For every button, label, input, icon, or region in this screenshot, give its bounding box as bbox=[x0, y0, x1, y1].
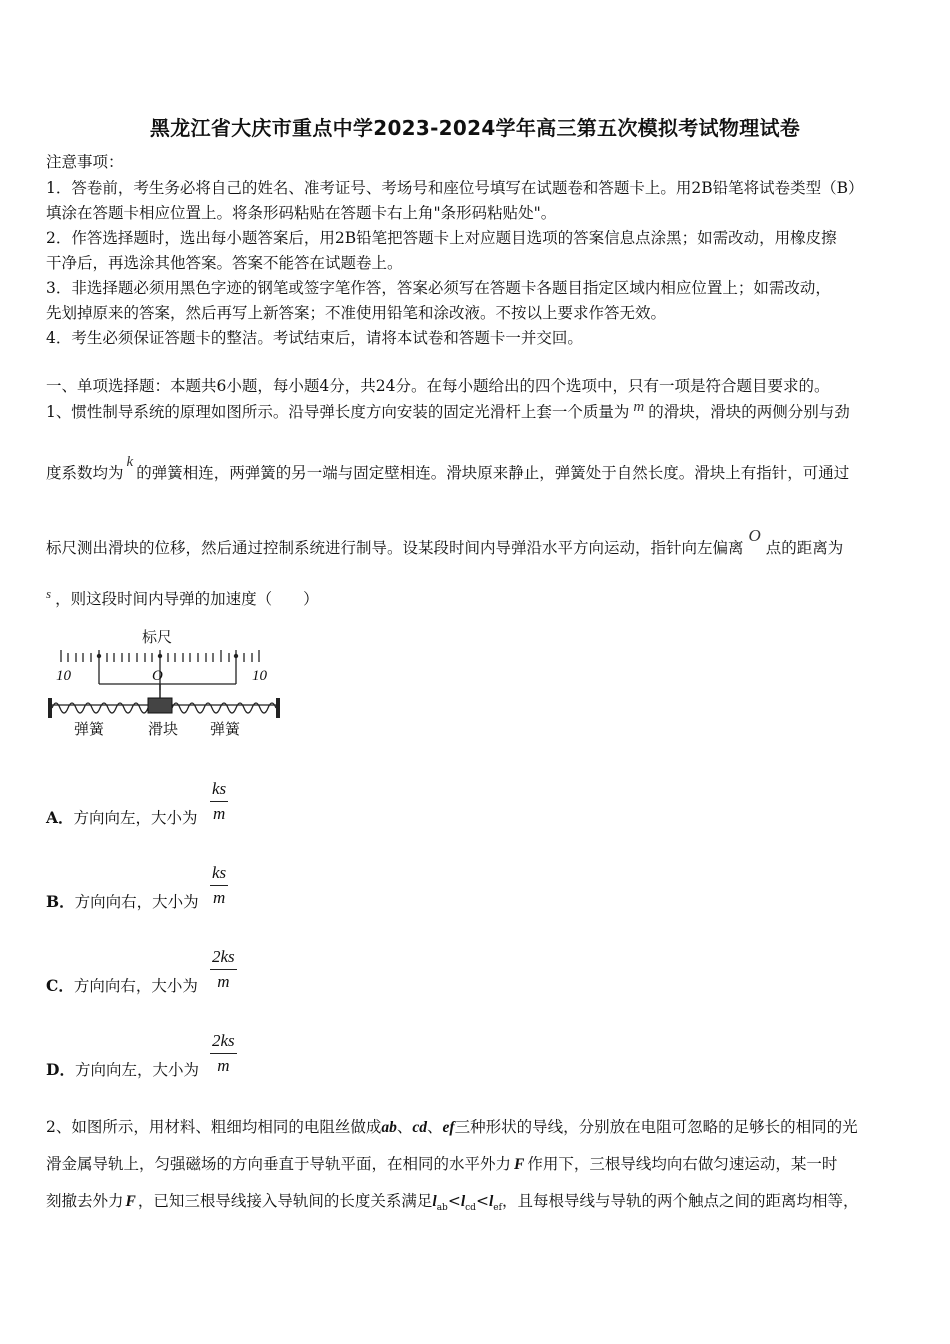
length-ef-subscript: ef bbox=[493, 1203, 502, 1214]
option-b-text: 方向向右，大小为 bbox=[74, 893, 199, 911]
left-spring-label: 弹簧 bbox=[74, 720, 105, 738]
ruler-right-number: 10 bbox=[252, 668, 267, 684]
option-b-denominator: m bbox=[212, 888, 226, 907]
option-c-letter: C． bbox=[46, 976, 74, 995]
notice-item-2b: 干净后，再选涂其他答案。答案不能答在试题卷上。 bbox=[46, 254, 403, 272]
question-2-line-2 bbox=[46, 1154, 837, 1175]
question-2-text-f: ，已知三根导线接入导轨间的长度关系满足 bbox=[137, 1192, 433, 1210]
question-1-text-g: ，则这段时间内导弹的加速度（ ） bbox=[55, 590, 319, 608]
spring-constant-symbol: k bbox=[126, 454, 134, 470]
option-d[interactable] bbox=[46, 1058, 199, 1080]
option-c-numerator: 2ks bbox=[210, 947, 237, 970]
notice-item-1b: 填涂在答题卡相应位置上。将条形码粘贴在答题卡右上角"条形码粘贴处"。 bbox=[46, 204, 557, 222]
slider-label: 滑块 bbox=[148, 720, 179, 738]
question-1-text-d: 的弹簧相连，两弹簧的另一端与固定壁相连。滑块原来静止，弹簧处于自然长度。滑块上有指针，可通过 bbox=[136, 464, 850, 482]
option-a-numerator: ks bbox=[210, 779, 228, 802]
option-c-denominator: m bbox=[217, 972, 230, 991]
question-1-text-a: 1、惯性制导系统的原理如图所示。沿导弹长度方向安装的固定光滑杆上套一个质量为 bbox=[46, 403, 630, 421]
option-c-fraction bbox=[210, 947, 237, 992]
notice-item-2a: 2．作答选择题时，选出每小题答案后，用2B铅笔把答题卡上对应题目选项的答案信息点涂黑；如需改动，用橡皮擦 bbox=[46, 229, 837, 247]
length-ab-subscript: ab bbox=[436, 1203, 448, 1214]
option-d-denominator: m bbox=[217, 1056, 230, 1075]
question-2-line-1 bbox=[46, 1117, 858, 1138]
question-2-text-d: 作用下，三根导线均向右做匀速运动，某一时 bbox=[527, 1155, 838, 1173]
option-b-letter: B． bbox=[46, 892, 75, 911]
question-1-line-3 bbox=[46, 526, 844, 558]
mass-symbol: m bbox=[633, 399, 645, 415]
notice-heading: 注意事项： bbox=[46, 153, 124, 171]
inertial-guidance-figure bbox=[46, 622, 286, 742]
notice-item-3b: 先划掉原来的答案，然后再写上新答案；不准使用铅笔和涂改液。不按以上要求作答无效。 bbox=[46, 304, 667, 322]
less-than-1: < bbox=[447, 1192, 461, 1210]
ruler-zero-label: O bbox=[152, 668, 163, 684]
question-2-text-b: 三种形状的导线，分别放在电阻可忽略的足够长的相同的光 bbox=[454, 1118, 858, 1136]
option-b-numerator: ks bbox=[210, 863, 228, 886]
length-cd-subscript: cd bbox=[465, 1203, 476, 1214]
question-2-text-a: 2、如图所示，用材料、粗细均相同的电阻丝做成 bbox=[46, 1118, 382, 1136]
option-b[interactable] bbox=[46, 890, 199, 912]
option-c[interactable] bbox=[46, 974, 198, 996]
question-2-text-e: 刻撤去外力 bbox=[46, 1192, 124, 1210]
option-d-numerator: 2ks bbox=[210, 1031, 237, 1054]
length-ab: l bbox=[432, 1193, 437, 1210]
section-heading: 一、单项选择题：本题共6小题，每小题4分，共24分。在每小题给出的四个选项中，只有一项是符合题目要求的。 bbox=[46, 377, 830, 395]
length-ef: l bbox=[488, 1193, 494, 1210]
displacement-symbol: s bbox=[46, 586, 52, 601]
question-2-text-g: ，且每根导线与导轨的两个触点之间的距离均相等， bbox=[501, 1192, 859, 1210]
ruler-label: 标尺 bbox=[142, 628, 173, 646]
force-symbol: F bbox=[514, 1156, 525, 1173]
option-a[interactable] bbox=[46, 806, 198, 828]
option-d-text: 方向向左，大小为 bbox=[74, 1061, 199, 1079]
separator-2: 、 bbox=[427, 1118, 443, 1136]
right-spring-label: 弹簧 bbox=[210, 720, 241, 738]
question-1-line-1 bbox=[46, 399, 850, 423]
page-title: 黑龙江省大庆市重点中学2023-2024学年高三第五次模拟考试物理试卷 bbox=[149, 116, 801, 140]
question-1-line-2 bbox=[46, 454, 850, 484]
length-cd: l bbox=[460, 1193, 466, 1210]
option-c-text: 方向向右，大小为 bbox=[73, 977, 198, 995]
notice-item-1a: 1．答卷前，考生务必将自己的姓名、准考证号、考场号和座位号填写在试题卷和答题卡上。用2B铅笔将试卷类型（B） bbox=[46, 179, 864, 197]
option-a-text: 方向向左，大小为 bbox=[73, 809, 198, 827]
option-b-fraction bbox=[210, 863, 228, 908]
question-2-text-c: 滑金属导轨上，匀强磁场的方向垂直于导轨平面，在相同的水平外力 bbox=[46, 1155, 512, 1173]
question-1-text-e: 标尺测出滑块的位移，然后通过控制系统进行制导。设某段时间内导弹沿水平方向运动，指针向左偏离 bbox=[46, 539, 744, 557]
less-than-2: < bbox=[475, 1192, 489, 1210]
option-a-fraction bbox=[210, 779, 228, 824]
option-d-fraction bbox=[210, 1031, 237, 1076]
question-1-text-b: 的滑块，滑块的两侧分别与劲 bbox=[648, 403, 850, 421]
separator-1: 、 bbox=[396, 1118, 413, 1136]
question-1-line-4 bbox=[46, 586, 319, 610]
question-1-text-f: 点的距离为 bbox=[765, 539, 844, 557]
notice-item-4: 4．考生必须保证答题卡的整洁。考试结束后，请将本试卷和答题卡一并交回。 bbox=[46, 329, 583, 347]
option-a-letter: A． bbox=[46, 808, 74, 827]
wire-ab: ab bbox=[381, 1119, 397, 1136]
wire-ef: ef bbox=[442, 1119, 455, 1136]
question-2-line-3 bbox=[46, 1191, 858, 1218]
wire-cd: cd bbox=[412, 1119, 428, 1136]
point-o-symbol: O bbox=[748, 526, 761, 545]
force-symbol-2: F bbox=[125, 1193, 136, 1210]
ruler-left-number: 10 bbox=[56, 668, 71, 684]
notice-item-3a: 3．非选择题必须用黑色字迹的钢笔或签字笔作答，答案必须写在答题卡各题目指定区域内相应位置上；如需改动， bbox=[46, 279, 831, 297]
question-1-text-c: 度系数均为 bbox=[46, 464, 124, 482]
option-a-denominator: m bbox=[212, 804, 226, 823]
option-d-letter: D． bbox=[46, 1060, 75, 1079]
